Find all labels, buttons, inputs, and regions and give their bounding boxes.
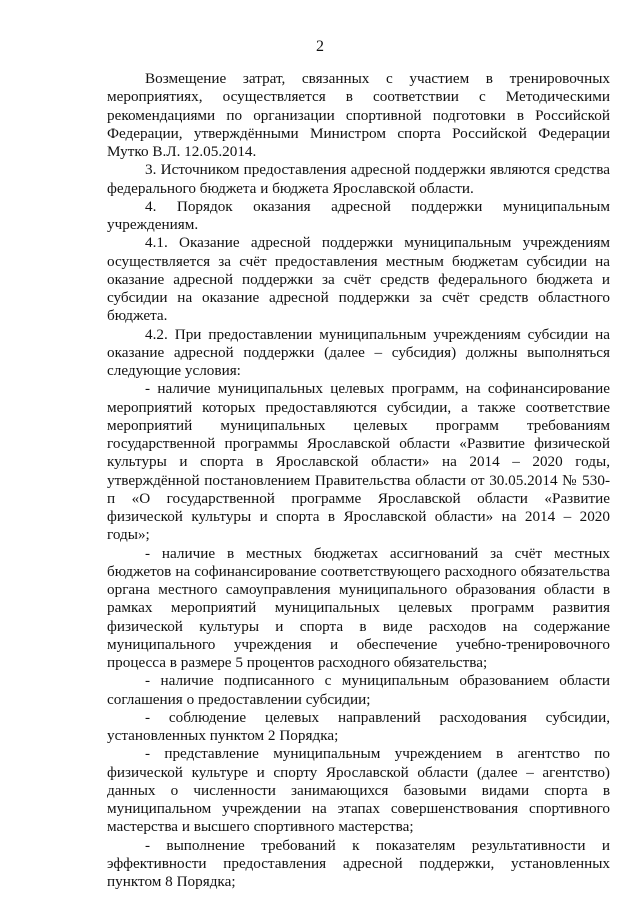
paragraph-cost-reimbursement: Возмещение затрат, связанных с участием в тренировочных мероприятиях, осуществляется в соответствии с Методическими рекомендациями по организации спортивной подготовки в Российской Федерации, утверждёнными Министром спорта Российской Федерации Мутко В.Л. 12.05.2014. bbox=[107, 70, 610, 160]
list-item-agreement: - наличие подписанного с муниципальным образованием области соглашения о предоставлении субсидии; bbox=[107, 672, 610, 708]
section-heading-4: 4. Порядок оказания адресной поддержки муниципальным учреждениям. bbox=[107, 197, 610, 233]
list-item-performance-requirements: - выполнение требований к показателям результативности и эффективности предоставления адресной поддержки, установленных пунктом 8 Порядка; bbox=[107, 836, 610, 890]
paragraph-funding-sources: 3. Источником предоставления адресной поддержки являются средства федерального бюджета и бюджета Ярославской области. bbox=[107, 161, 610, 197]
list-item-target-directions: - соблюдение целевых направлений расходования субсидии, установленных пунктом 2 Порядка; bbox=[107, 708, 610, 744]
page-number: 2 bbox=[316, 38, 324, 55]
list-item-programs: - наличие муниципальных целевых программ, на софинансирование мероприятий которых предоставляются субсидии, а также соответствие мероприятий муниципальных целевых программ требованиям государственной программы Ярославской области «Развитие физической культуры и спорта в Ярославской области» на 2014 – 2020 годы, утверждённой постановлением Правительства области от 30.05.2014 № 530-п «О государственной программе Ярославской области «Развитие физической культуры и спорта в Ярославской области» на 2014 – 2020 годы»; bbox=[107, 380, 610, 544]
list-item-assignations: - наличие в местных бюджетах ассигнований за счёт местных бюджетов на софинансирование соответствующего расходного обязательства органа местного самоуправления муниципального образования области в рамках мероприятий муниципальных целевых программ развития физической культуры и спорта в виде расходов на содержание муниципального учреждения и обеспечение учебно-тренировочного процесса в размере 5 процентов расходного обязательства; bbox=[107, 544, 610, 671]
document-body bbox=[107, 70, 610, 891]
paragraph-4-2: 4.2. При предоставлении муниципальным учреждениям субсидии на оказание адресной поддержки (далее – субсидия) должны выполняться следующие условия: bbox=[107, 325, 610, 379]
list-item-data-submission: - представление муниципальным учреждением в агентство по физической культуре и спорту Ярославской области (далее – агентство) данных о численности занимающихся базовыми видами спорта в муниципальном учреждении на этапах совершенствования спортивного мастерства и высшего спортивного мастерства; bbox=[107, 745, 610, 836]
paragraph-4-1: 4.1. Оказание адресной поддержки муниципальным учреждениям осуществляется за счёт предоставления местным бюджетам субсидии на оказание адресной поддержки за счёт средств федерального бюджета и субсидии на оказание адресной поддержки за счёт средств областного бюджета. bbox=[107, 234, 610, 325]
